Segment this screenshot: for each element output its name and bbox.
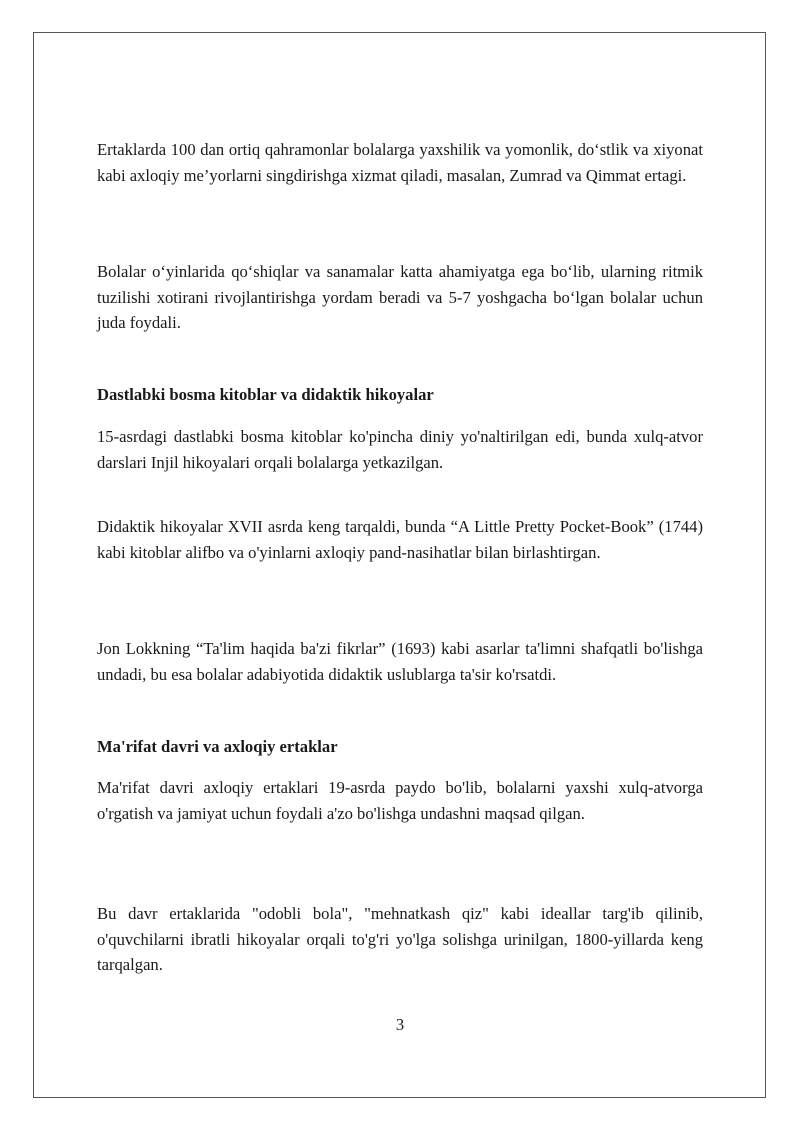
paragraph-fairy-tale-heroes: Ertaklarda 100 dan ortiq qahramonlar bolalarga yaxshilik va yomonlik, do‘stlik va xiyonat kabi axloqiy me’yorlarni singdirishga xizmat qiladi, masalan, Zumrad va Qimmat ertagi.: [97, 140, 703, 185]
section-heading-enlightenment: Ma'rifat davri va axloqiy ertaklar: [97, 737, 338, 756]
paragraph-enlightenment-tales: Ma'rifat davri axloqiy ertaklari 19-asrda paydo bo'lib, bolalarni yaxshi xulq-atvorga o'rgatish va jamiyat uchun foydali a'zo bo'lishga undashni maqsad qilgan.: [97, 778, 703, 823]
paragraph-children-games: Bolalar o‘yinlarida qo‘shiqlar va sanamalar katta ahamiyatga ega bo‘lib, ularning ritmik tuzilishi xotirani rivojlantirishga yordam beradi va 5-7 yoshgacha bo‘lgan bolalar uchun juda foydali.: [97, 262, 703, 332]
paragraph-15th-century-books: 15-asrdagi dastlabki bosma kitoblar ko'pincha diniy yo'naltirilgan edi, bunda xulq-atvor darslari Injil hikoyalari orqali bolalarga yetkazilgan.: [97, 427, 703, 472]
section-heading-early-printed-books: Dastlabki bosma kitoblar va didaktik hikoyalar: [97, 385, 434, 404]
paragraph-era-ideals: Bu davr ertaklarida "odobli bola", "mehnatkash qiz" kabi ideallar targ'ib qilinib, o'quvchilarni ibratli hikoyalar orqali to'g'ri yo'lga solishga urinilgan, 1800-yillarda keng tarqalgan.: [97, 904, 703, 974]
page-number: 3: [395, 1015, 405, 1034]
paragraph-locke-thoughts: Jon Lokkning “Ta'lim haqida ba'zi fikrlar” (1693) kabi asarlar ta'limni shafqatli bo'lishga undadi, bu esa bolalar adabiyotida didaktik uslublarga ta'sir ko'rsatdi.: [97, 639, 703, 684]
paragraph-didactic-stories: Didaktik hikoyalar XVII asrda keng tarqaldi, bunda “A Little Pretty Pocket-Book” (1744) kabi kitoblar alifbo va o'yinlarni axloqiy pand-nasihatlar bilan birlashtirgan.: [97, 517, 703, 562]
